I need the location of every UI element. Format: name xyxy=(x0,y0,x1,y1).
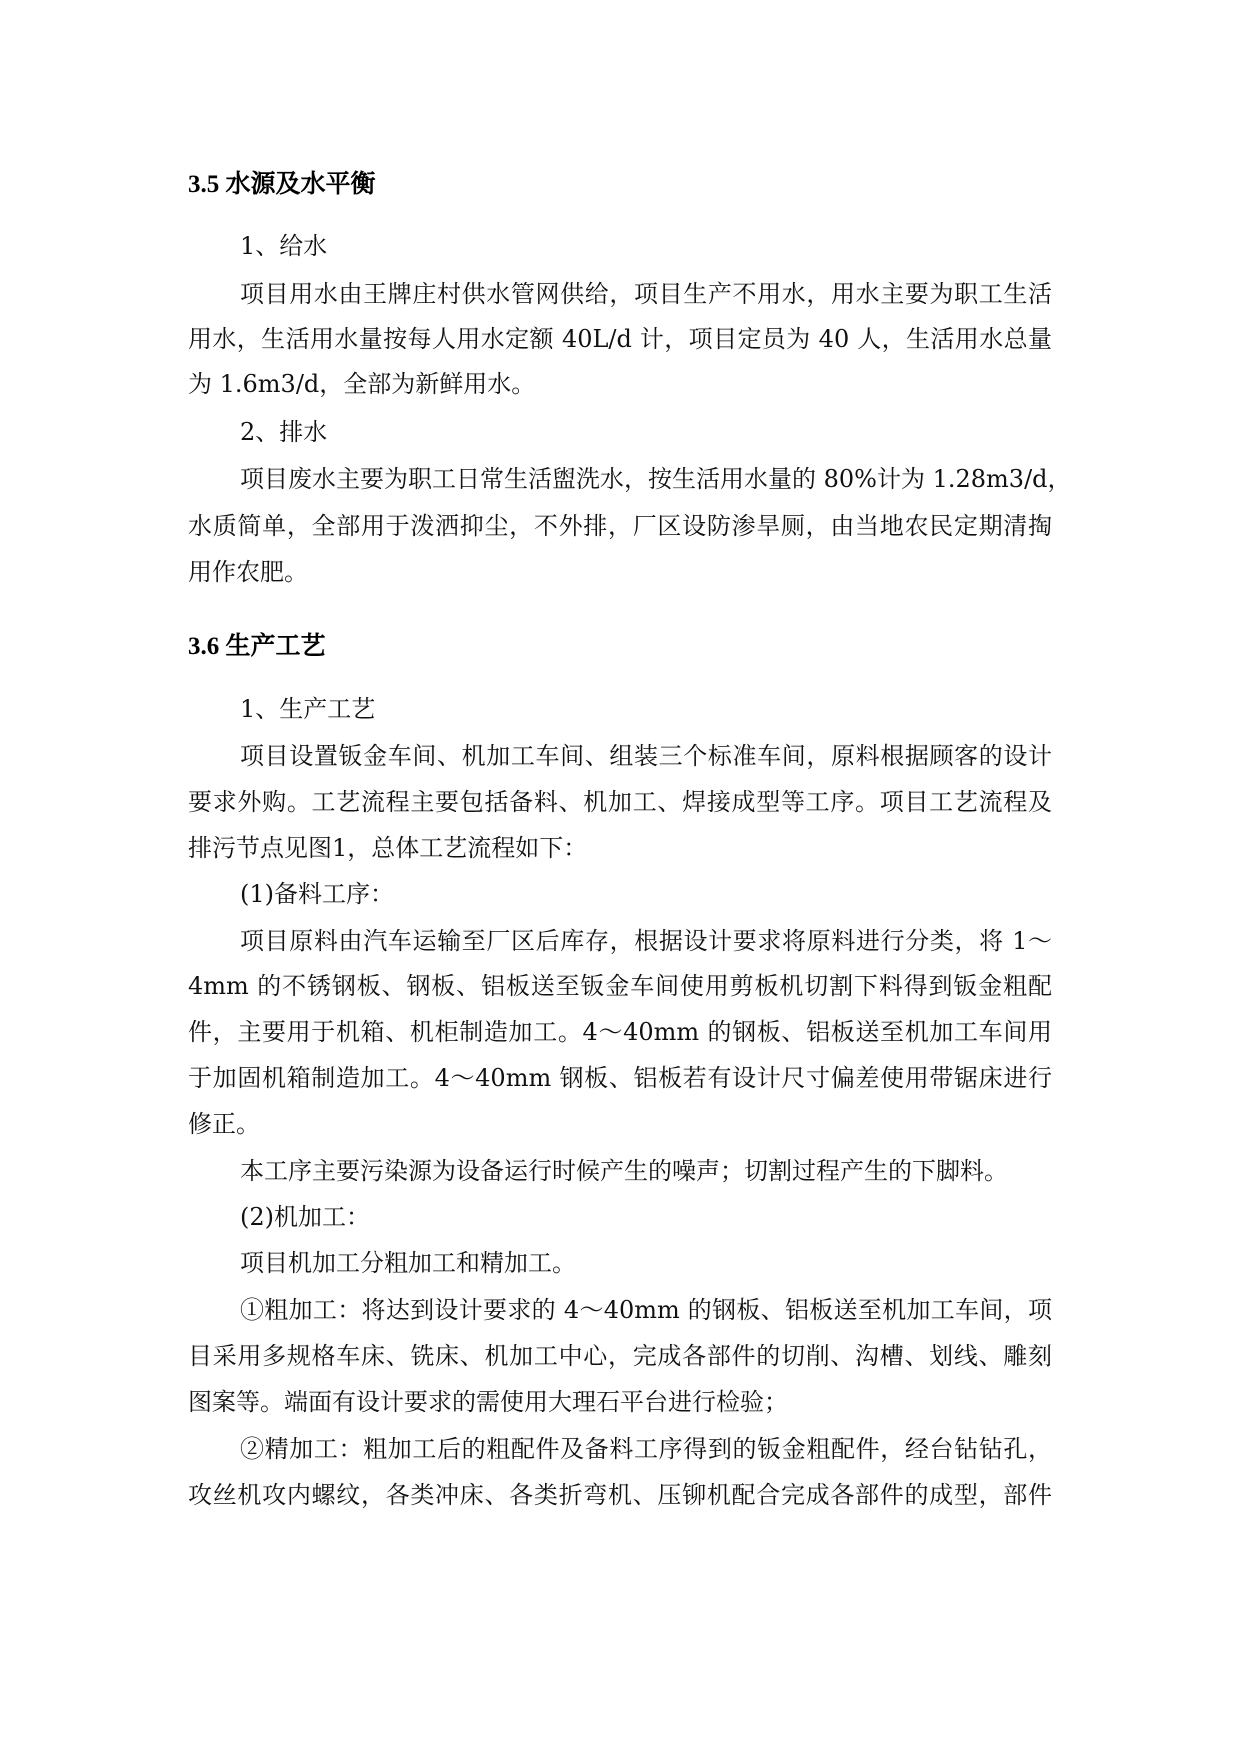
paragraph-line: 用水，生活用水量按每人用水定额 40L/d 计，项目定员为 40 人，生活用水总量 xyxy=(188,325,1052,353)
paragraph-line: 修正。 xyxy=(188,1110,260,1138)
paragraph-line: 排污节点见图1，总体工艺流程如下： xyxy=(188,834,588,862)
paragraph-line: 4mm 的不锈钢板、钢板、铝板送至钣金车间使用剪板机切割下料得到钣金粗配 xyxy=(188,972,1052,1000)
paragraph-line: 攻丝机攻内螺纹，各类冲床、各类折弯机、压铆机配合完成各部件的成型，部件 xyxy=(188,1481,1052,1509)
paragraph-line: 项目原料由汽车运输至厂区后库存，根据设计要求将原料进行分类，将 1～ xyxy=(240,927,1052,955)
paragraph-line: 本工序主要污染源为设备运行时候产生的噪声；切割过程产生的下脚料。 xyxy=(240,1157,1008,1185)
subheading-water-supply: 1、给水 xyxy=(240,232,328,260)
paragraph-line: 水质简单，全部用于泼洒抑尘，不外排，厂区设防渗旱厕，由当地农民定期清掏 xyxy=(188,512,1052,540)
paragraph-line: 于加固机箱制造加工。4～40mm 钢板、铝板若有设计尺寸偏差使用带锯床进行 xyxy=(188,1064,1052,1092)
paragraph-line: 项目废水主要为职工日常生活盥洗水，按生活用水量的 80%计为 1.28m3/d， xyxy=(240,465,1072,493)
paragraph-line: 要求外购。工艺流程主要包括备料、机加工、焊接成型等工序。项目工艺流程及 xyxy=(188,788,1052,816)
paragraph-line: 目采用多规格车床、铣床、机加工中心，完成各部件的切削、沟槽、划线、雕刻 xyxy=(188,1342,1052,1370)
subheading-production-process: 1、生产工艺 xyxy=(240,695,376,723)
paragraph-line: 项目机加工分粗加工和精加工。 xyxy=(240,1249,576,1277)
section-heading-3-5: 3.5 水源及水平衡 xyxy=(188,171,376,198)
subheading-material-prep: (1)备料工序： xyxy=(240,880,394,908)
paragraph-line: ②精加工：粗加工后的粗配件及备料工序得到的钣金粗配件，经台钻钻孔， xyxy=(240,1435,1052,1463)
paragraph-line: 图案等。端面有设计要求的需使用大理石平台进行检验； xyxy=(188,1388,788,1416)
subheading-machining: (2)机加工： xyxy=(240,1203,370,1231)
paragraph-line: 件，主要用于机箱、机柜制造加工。4～40mm 的钢板、铝板送至机加工车间用 xyxy=(188,1018,1052,1046)
subheading-drainage: 2、排水 xyxy=(240,418,328,446)
paragraph-line: 用作农肥。 xyxy=(188,558,308,586)
paragraph-line: 项目设置钣金车间、机加工车间、组装三个标准车间，原料根据顾客的设计 xyxy=(240,742,1052,770)
paragraph-line: ①粗加工：将达到设计要求的 4～40mm 的钢板、铝板送至机加工车间，项 xyxy=(240,1296,1052,1324)
section-heading-3-6: 3.6 生产工艺 xyxy=(188,633,326,660)
paragraph-line: 项目用水由王牌庄村供水管网供给，项目生产不用水，用水主要为职工生活 xyxy=(240,280,1052,308)
paragraph-line: 为 1.6m3/d，全部为新鲜用水。 xyxy=(188,370,536,398)
